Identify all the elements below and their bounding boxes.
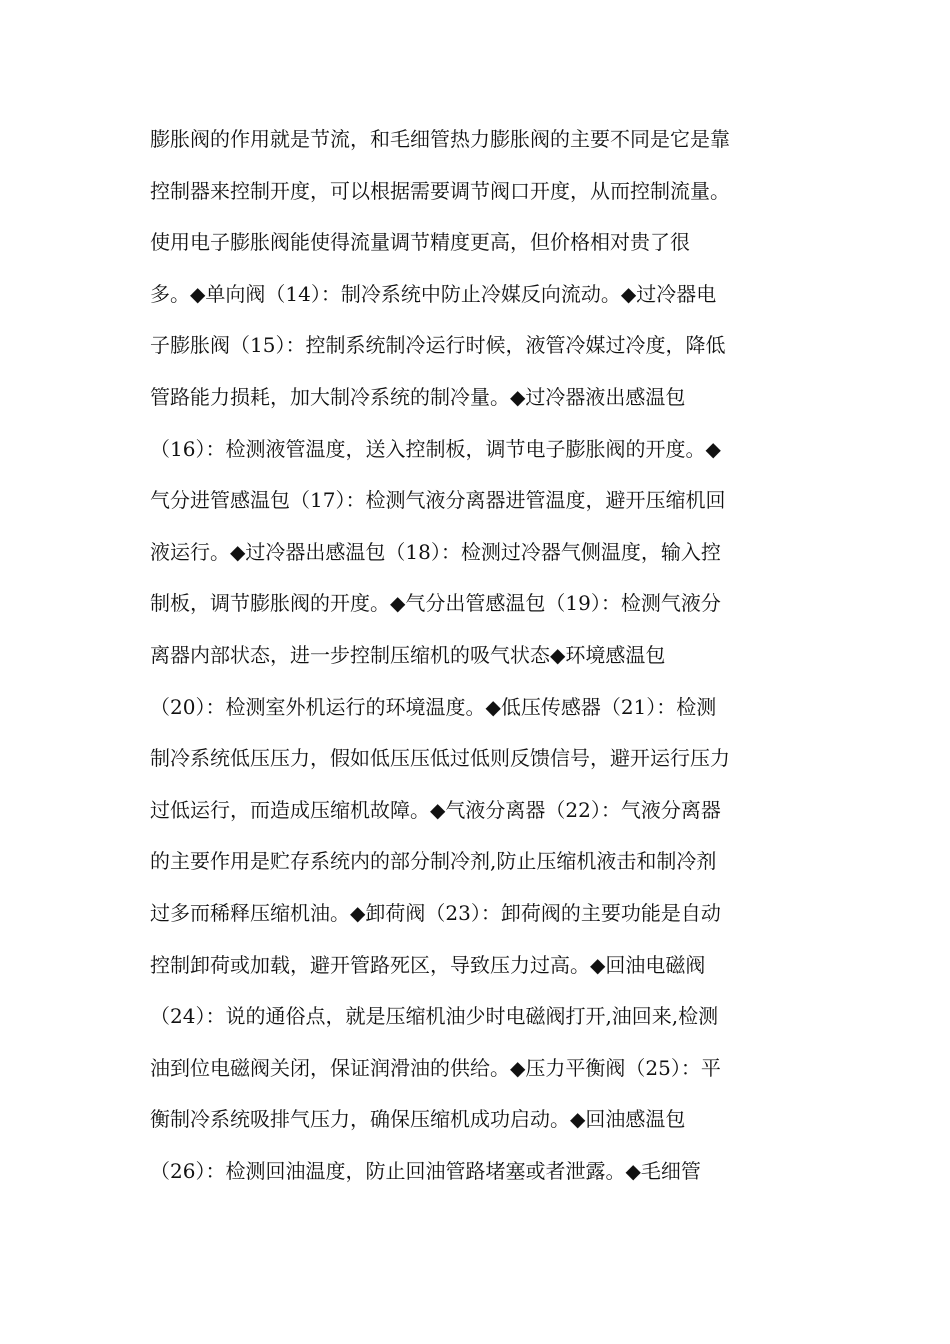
text-line: 液运行。◆过冷器出感温包（18）：检测过冷器气侧温度，输入控 (150, 539, 721, 564)
text-line: 管路能力损耗，加大制冷系统的制冷量。◆过冷器液出感温包 (150, 384, 686, 409)
text-line: 油到位电磁阀关闭，保证润滑油的供给。◆压力平衡阀（25）：平 (150, 1055, 721, 1080)
text-line: （24）：说的通俗点，就是压缩机油少时电磁阀打开,油回来,检测 (150, 1004, 719, 1029)
text-line: 控制器来控制开度，可以根据需要调节阀口开度，从而控制流量。 (150, 178, 730, 203)
text-line: 衡制冷系统吸排气压力，确保压缩机成功启动。◆回油感温包 (150, 1107, 686, 1132)
text-line: 制冷系统低压压力，假如低压压低过低则反馈信号，避开运行压力 (150, 746, 730, 771)
text-line: （16）：检测液管温度，送入控制板，调节电子膨胀阀的开度。◆ (150, 436, 721, 461)
text-line: （26）：检测回油温度，防止回油管路堵塞或者泄露。◆毛细管 (150, 1158, 701, 1183)
document-body (150, 116, 810, 1199)
text-line: 控制卸荷或加载，避开管路死区，导致压力过高。◆回油电磁阀 (150, 952, 706, 977)
text-line: 制板，调节膨胀阀的开度。◆气分出管感温包（19）：检测气液分 (150, 591, 721, 616)
text-line: 过多而稀释压缩机油。◆卸荷阀（23）：卸荷阀的主要功能是自动 (150, 900, 721, 925)
text-line: 气分进管感温包（17）：检测气液分离器进管温度，避开压缩机回 (150, 488, 726, 513)
text-line: 的主要作用是贮存系统内的部分制冷剂,防止压缩机液击和制冷剂 (150, 849, 717, 874)
text-line: 多。◆单向阀（14）：制冷系统中防止冷媒反向流动。◆过冷器电 (150, 281, 717, 306)
text-line: 离器内部状态，进一步控制压缩机的吸气状态◆环境感温包 (150, 642, 666, 667)
text-line: 过低运行，而造成压缩机故障。◆气液分离器（22）：气液分离器 (150, 797, 721, 822)
text-line: （20）：检测室外机运行的环境温度。◆低压传感器（21）：检测 (150, 694, 717, 719)
text-line: 使用电子膨胀阀能使得流量调节精度更高，但价格相对贵了很 (150, 230, 690, 255)
text-line: 子膨胀阀（15）：控制系统制冷运行时候，液管冷媒过冷度，降低 (150, 333, 726, 358)
text-line: 膨胀阀的作用就是节流，和毛细管热力膨胀阀的主要不同是它是靠 (150, 127, 730, 151)
